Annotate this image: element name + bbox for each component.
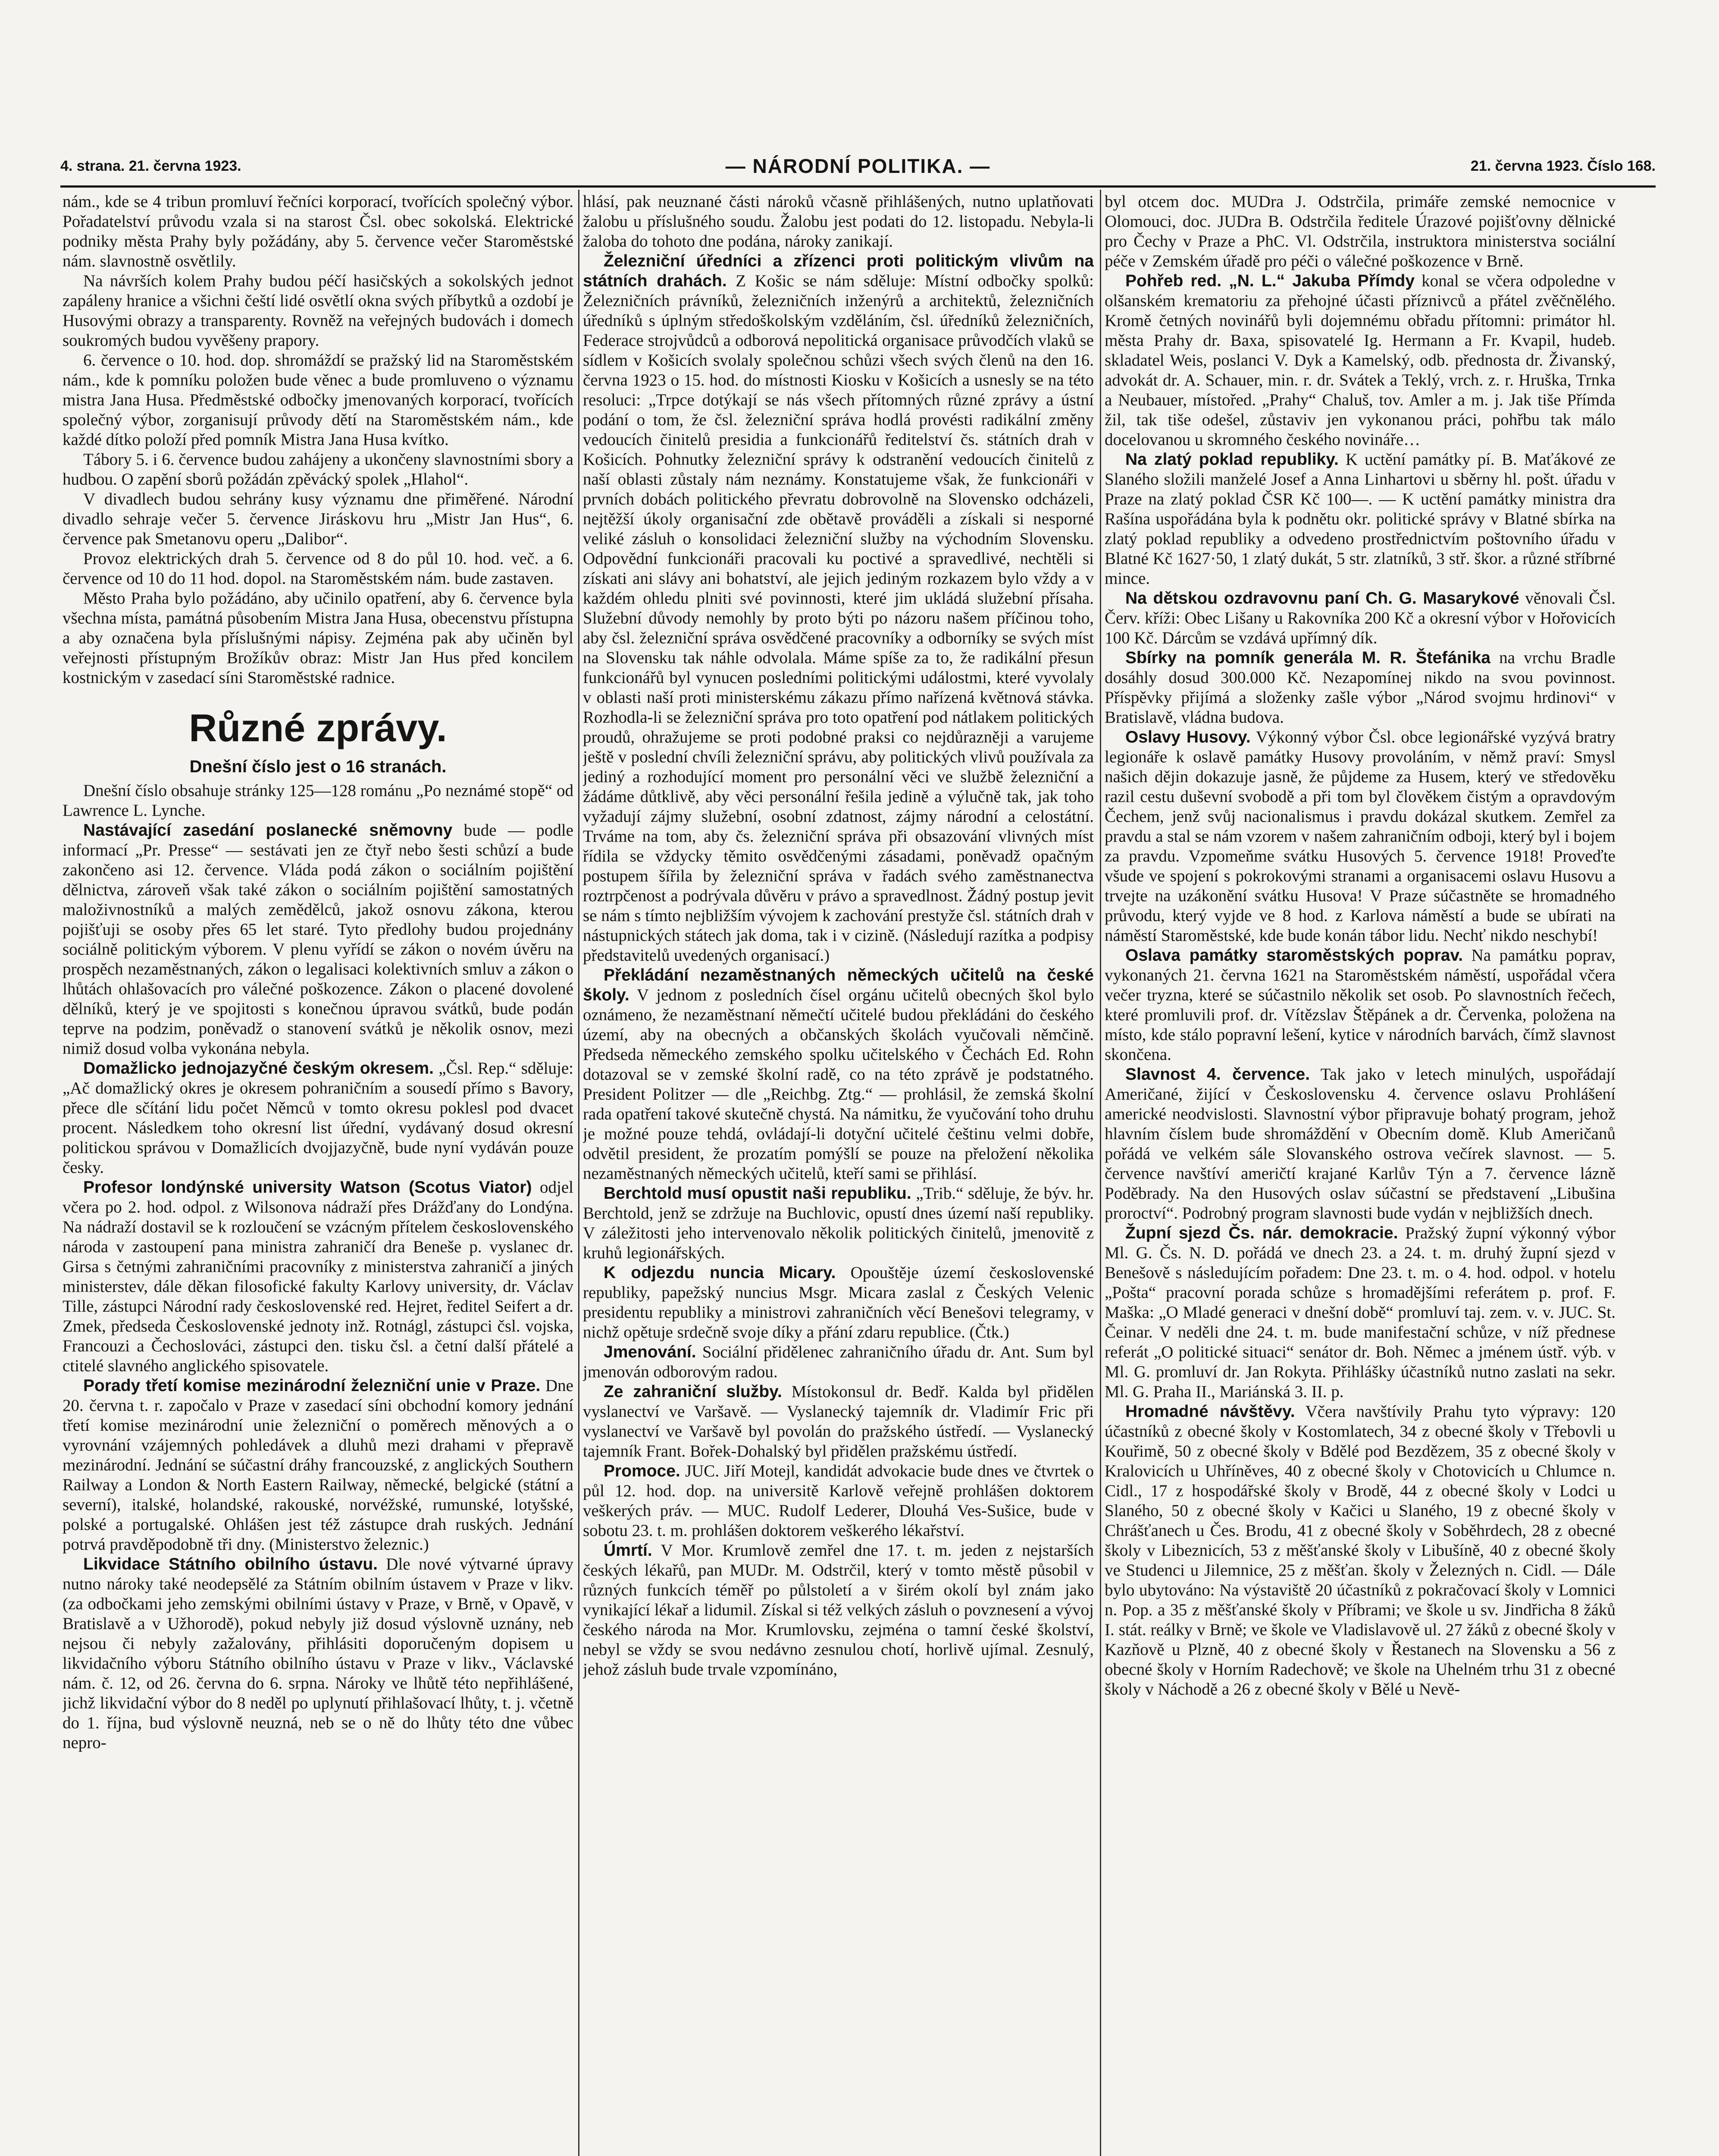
news-headline: Domažlicko jednojazyčné českým okresem. <box>83 1059 434 1078</box>
column-2 <box>583 192 1094 2156</box>
header-rule <box>60 185 1656 188</box>
news-item: Oslava památky staroměstských poprav. Na památku poprav, vykonaných 21. června 1621 na Staroměstském náměstí, uspořádal včera večer tryzna, které se súčastnilo několik set osob. Po slavnostních řečech, které promluvili prof. dr. Vítězslav Štěpánek a dr. Červenka, položena na místo, kde stálo popravní lešení, kytice v národních barvách, čímž slavnost skončena. <box>1105 946 1616 1064</box>
news-item: Likvidace Státního obilního ústavu. Dle nové výtvarné úpravy nutno nároky také neodepsělé za Státním obilním ústavem v Praze v likv. (za odbočkami jeho zemskými obilními ústavy v Praze, v Brně, v Opavě, v Bratislavě a v Užhorodě), pokud nebyly již dosud výslovně uznány, neb nejsou či nebyly zažalovány, přihlásiti doporučeným dopisem u likvidačního výboru Státního obilního ústavu v Praze v likv., Václavské nám. č. 12, od 26. června do 6. srpna. Nároky ve lhůtě této nepřihlášené, jichž likvidační výbor do 8 neděl po uplynutí přihlašovací lhůty, t. j. včetně do 1. října, bud výslovně neuzná, neb se o ně do lhůty této dne vůbec nepro- <box>63 1555 573 1752</box>
article-paragraph: 6. července o 10. hod. dop. shromáždí se pražský lid na Staroměstském nám., kde k pomníku položen bude věnec a bude promluveno o významu mistra Jana Husa. Předměstské odbočky jmenovaných korporací, tvořících společný výbor, zorganisují průvody dětí na Staroměstském nám., kde každé dítko položí před pomník Mistra Jana Husa kvítko. <box>63 351 573 449</box>
news-headline: Překládání nezaměstnaných německých učitelů na české školy. <box>583 966 1094 1004</box>
column-3 <box>1105 192 1616 2156</box>
news-item: Slavnost 4. července. Tak jako v letech minulých, uspořádají Američané, žijící v Československu 4. července oslavu Prohlášení americké neodvislosti. Slavnostní výbor připravuje bohatý program, jehož hlavním číslem bude shromáždění v Obecním domě. Klub Američanů pořádá ve velkém sále Slovanského ostrova večírek slavnost. — 5. července navštíví američtí krajané Karlův Týn a 7. července lázně Poděbrady. Na den Husových oslav súčastní se představení „Libušina proroctví“. Podrobný program slavnosti bude vydán v nejbližších dnech. <box>1105 1065 1616 1222</box>
column-1 <box>63 192 573 2156</box>
news-headline: Berchtold musí opustit naši republiku. <box>604 1184 911 1203</box>
article-paragraph: hlásí, pak neuznané části nároků včasně přihlášených, nutno uplatňovati žalobu u příslušného soudu. Žalobu jest podati do 12. listopadu. Nebyla-li žaloba do tohoto dne podána, nároky zanikají. <box>583 192 1094 251</box>
section-title: Různé zprávy. <box>189 707 447 750</box>
news-headline: Profesor londýnské university Watson (Scotus Viator) <box>83 1178 532 1197</box>
news-item: Domažlicko jednojazyčné českým okresem. „Čsl. Rep.“ sděluje: „Ač domažlický okres je okresem pohraničním a sousedí přímo s Bavory, přece dle sčítání lidu počet Němců v tomto okresu poklesl pod dvacet procent. Následkem toho okresní list úřední, vydávaný dosud okresní politickou správou v Domažlicích dvojjazyčně, bude nyní vydáván pouze česky. <box>63 1059 573 1177</box>
news-headline: Na zlatý poklad republiky. <box>1125 450 1339 469</box>
page-number-date: 4. strana. 21. června 1923. <box>60 158 241 174</box>
news-item: Hromadné návštěvy. Včera navštívily Prahu tyto výpravy: 120 účastníků z obecné školy v Kostomlatech, 34 z obecné školy v Třebovli u Kouřimě, 50 z obecné školy v Bdělé pod Bezdězem, 35 z obecné školy v Kralovicích u Uhříněves, 40 z obecné školy v Chotovicích u Chlumce n. Cidl., 17 z hospodářské školy v Brodě, 44 z obecné školy v Lodci u Slaného, 50 z obecné školy v Kačici u Slaného, 19 z obecné školy v Chrášťanech u Čes. Brodu, 41 z obecné školy v Soběhrdech, 28 z obecné školy v Libeznicích, 53 z měšťanské školy v Libušíně, 40 z obecné školy ve Studenci u Jilemnice, 25 z měšťan. školy v Železných n. Cidl. — Dále bylo ubytováno: Na výstaviště 20 účastníků z pokračovací školy v Lomnici n. Pop. a 35 z měšťanské školy v Příbrami; ve škole u sv. Jindřicha 8 žáků I. stát. reálky v Brně; ve škole ve Vladislavově ul. 27 žáků z obecné školy v Kazňově u Plzně, 40 z obecné školy v Řestanech na Slovensku a 56 z obecné školy v Horním Radechově; ve škole na Uhelném trhu 31 z obecné školy v Náchodě a 26 z obecné školy v Bělé u Nevě- <box>1105 1402 1616 1698</box>
news-item: Překládání nezaměstnaných německých učitelů na české školy. V jednom z posledních čísel orgánu učitelů obecných škol bylo oznámeno, že nezaměstnaní němečtí učitelé budou překládáni do českého území, aby na obecných a občanských školách vyučovali němčině. Předseda německého zemského spolku učitelského v Čechách Ed. Rohn dotazoval se v zemské školní radě, co na této zprávě je podstatného. President Politzer — dle „Reichbg. Ztg.“ — prohlásil, že zemská školní rada opatření takové skutečně chystá. Na námitku, že vyučování toho druhu je možné pouze tehdá, ovládají-li dotyční učitelé češtinu velmi dobře, odvětil president, že prozatím pomýšlí se pouze na přeložení několika nezaměstnaných německých učitelů, kteří sami se přihlásí. <box>583 966 1094 1183</box>
article-paragraph: Tábory 5. i 6. července budou zahájeny a ukončeny slavnostními sbory a hudbou. O zapění sborů požádán zpěvácký spolek „Hlahol“. <box>63 450 573 489</box>
news-headline: Župní sjezd Čs. nár. demokracie. <box>1125 1224 1398 1242</box>
news-headline: Likvidace Státního obilního ústavu. <box>83 1555 378 1573</box>
column-divider <box>578 190 579 2156</box>
news-headline: Hromadné návštěvy. <box>1125 1402 1295 1421</box>
news-headline: Jmenování. <box>604 1343 696 1361</box>
news-item: Promoce. JUC. Jiří Motejl, kandidát advokacie bude dnes ve čtvrtek o půl 12. hod. dop. na universitě Karlově veřejně prohlášen doktorem veškerých práv. — MUC. Rudolf Lederer, Dlouhá Ves-Sušice, bude v sobotu 23. t. m. prohlášen doktorem veškerého lékařství. <box>583 1462 1094 1540</box>
news-headline: K odjezdu nuncia Micary. <box>604 1263 836 1282</box>
column-divider <box>1100 190 1101 2156</box>
news-headline: Oslavy Husovy. <box>1125 728 1251 746</box>
issue-notice: Dnešní číslo jest o 16 stranách. <box>189 757 447 776</box>
news-item: Pohřeb red. „N. L.“ Jakuba Přímdy konal se včera odpoledne v olšanském krematoriu za přehojné účasti příznivců a přátel zvěčnělého. Kromě četných novinářů byli dojemnému obřadu přítomni: primátor hl. města Prahy dr. Baxa, spisovatelé Ig. Hermann a Fr. Kvapil, hudeb. skladatel Weis, poslanci V. Dyk a Kamelský, odb. přednosta dr. Živanský, advokát dr. A. Schauer, min. r. dr. Svátek a Teklý, vrch. z. r. Hruška, Trnka a Neubauer, místořed. „Prahy“ Chaluš, tov. Amler a m. j. Jak tiše Přímda žil, tak tiše odešel, zůstaviv jen vykonanou práci, pohřbu tak málo docelovanou u skromného českého novináře… <box>1105 272 1616 449</box>
news-item: K odjezdu nuncia Micary. Opouštěje území československé republiky, papežský nuncius Msgr. Micara zaslal z Českých Velenic presidentu republiky a ministrovi zahraničních věcí Benešovi telegramy, v nichž opětuje srdečně svoje díky a přání zdaru republice. (Čtk.) <box>583 1263 1094 1341</box>
news-headline: Železniční úředníci a zřízenci proti politickým vlivům na státních drahách. <box>583 252 1094 290</box>
news-item: Oslavy Husovy. Výkonný výbor Čsl. obce legionářské vyzývá bratry legionáře k oslavě památky Husovy provoláním, v němž praví: Smysl našich dějin dokazuje jasně, že půjdeme za Husem, který ve středověku razil cestu duševní svobodě a při tom byl člověkem čistým a opravdovým Čechem, jenž svůj nacionalismus i pravdu dokázal skutkem. Zemřel za pravdu a stal se nám vzorem v našem zahraničním odboji, který byl i bojem za pravdu. Vzpomeňme svátku Husových 5. července 1918! Proveďte všude ve spojení s pokrokovými stranami a organisacemi oslavu Husovu a trvejte na uzákonění svátku Husova! V Praze súčastněte se hromadného průvodu, který vyjde ve 8 hod. z Karlova náměstí a bude se ubírati na náměstí Staroměstské, kde bude konán tábor lidu. Nechť nikdo neschybí! <box>1105 728 1616 945</box>
news-item: Na dětskou ozdravovnu paní Ch. G. Masarykové věnovali Čsl. Červ. kříži: Obec Lišany u Rakovníka 200 Kč a okresní výbor v Hořovicích 100 Kč. Dárcům se vzdává upřímný dík. <box>1105 589 1616 647</box>
masthead-title: — NÁRODNÍ POLITIKA. — <box>725 155 991 177</box>
news-item: Ze zahraniční služby. Místokonsul dr. Bedř. Kalda byl přidělen vyslanectví ve Varšavě. — Vyslanecký tajemník dr. Vladimír Fric při vyslanectví ve Varšavě byl povolán do pražského ústředí. — Vyslanecký tajemník Frant. Bořek-Dohalský byl přidělen pražskému ústředí. <box>583 1382 1094 1460</box>
page-header <box>60 154 1656 185</box>
news-item: Železniční úředníci a zřízenci proti politickým vlivům na státních drahách. Z Košic se nám sděluje: Místní odbočky spolků: Železničních právníků, železničních inženýrů a architektů, železničních úředníků s úplným středoškolským vzděláním, čsl. úředníků železničních, Federace strojvůdců a odborová nepolitická organisace průvodčích vlaků se sídlem v Košicích svolaly společnou schůzi všech svých členů na den 16. června 1923 o 15. hod. do místnosti Kiosku v Košicích a usnesly se na této resoluci: „Trpce dotýkají se nás všech přítomných různé zprávy a ústní podání o tom, že čsl. železniční správa hodlá provésti radikální změny vedoucích činitelů presidia a funkcionářů ředitelství čs. státních drah v Košicích. Pohnutky železniční správy k odstranění vedoucích činitelů z naší oblasti zůstaly nám neznámy. Konstatujeme však, že funkcionáři v prvních dobách politického převratu dobrovolně na Slovensko odcházeli, nejtěžší úkoly organisační zde obětavě prováděli a získali si nesporné veliké zásluh o konsolidaci železniční služby na východním Slovensku. Odpovědní funkcionáři pracovali ku poctivé a spravedlivé, nechtěli si získati ani slávy ani bohatství, ale jejich jediným rozkazem bylo vždy a v každém ohledu plniti své povinnosti, které jim ukládá služební přísaha. Služební důvody nemohly by proto býti po názoru našem příčinou toho, aby čsl. železniční správa osvědčené pracovníky a odborníky se svých míst na Slovensku tak náhle odvolala. Máme spíše za to, že radikální přesun funkcionářů byl vynucen posledními politickými událostmi, které vyvolaly v oblasti naší proti ministerskému zákazu přímo nařízená květnová stávka. Rozhodla-li se železniční správa pro toto opatření pod nátlakem politických proudů, ohražujeme se proti podobné praksi co nejdůrazněji a varujeme ještě v poslední chvíli železniční správu, aby politických vlivů používala za jediný a rozhodující moment pro personální věci ve službě železniční a žádáme důtklivě, aby věci personální řešila jedině a výlučně tak, jak toho vyžadují zájmy služební, osobní zdatnost, zájmy národní a celostátní. Trváme na tom, aby čs. železniční správa při obsazování vlivných míst řídila se vždycky těmito osvědčenými zásadami, poněvadž opačným postupem šířila by železniční správa v řadách svého zaměstnanectva roztrpčenost a podrývala důvěru v právo a spravedlnost. Žádný postup jevit se nám s tímto nejbližším vývojem k zachování prestyže čsl. státních drah v nástupnických státech jak doma, tak i v cizině. (Následují razítka a podpisy představitelů uvedených organisací.) <box>583 252 1094 965</box>
news-item: Na zlatý poklad republiky. K uctění památky pí. B. Maťákové ze Slaného složili manželé Josef a Anna Linhartovi u sběrny hl. pošt. úřadu v Praze na zlatý poklad ČSR Kč 100—. — K uctění památky ministra dra Rašína uspořádána byla k podnětu okr. politické správy v Blatné sbírka na zlatý poklad republiky a odvedeno prostřednictvím poštovního úřadu v Blatné Kč 1627·50, 1 zlatý dukát, 5 str. zlatníků, 3 stř. škor. a různé stříbrné mince. <box>1105 450 1616 588</box>
news-item: Úmrtí. V Mor. Krumlově zemřel dne 17. t. m. jeden z nejstarších českých lékařů, pan MUDr. M. Odstrčil, který v tomto městě působil v různých funkcích téměř po půlstoletí a v širém okolí byl znám jako vynikající lékař a lidumil. Získal si též velkých zásluh o povznesení a vývoj českého národa na Mor. Krumlovsku, zejména o tamní české školství, nebyl se vždy se svou nedávno zesnulou chotí, horlivě ujímal. Zesnulý, jehož zásluh bude trvale vzpomínáno, <box>583 1541 1094 1679</box>
news-item: Jmenování. Sociální přidělenec zahraničního úřadu dr. Ant. Sum byl jmenován odborovým radou. <box>583 1343 1094 1381</box>
article-paragraph: Provoz elektrických drah 5. července od 8 do půl 10. hod. več. a 6. července od 10 do 11 hod. dopol. na Staroměstském nám. bude zastaven. <box>63 549 573 588</box>
news-headline: Slavnost 4. července. <box>1125 1065 1310 1084</box>
issue-date-number: 21. června 1923. Číslo 168. <box>1470 158 1656 174</box>
news-item: Nastávající zasedání poslanecké sněmovny bude — podle informací „Pr. Presse“ — sestávati jen ze čtyř nebo šesti schůzí a bude zakončeno asi 12. července. Vláda podá zákon o sociálním pojištění dělnictva, zároveň však také zákon o sociálním pojištění samostatných maloživnostníků a malých zemědělců, jakož osnovu zákona, kterou pojišťuji se osoby přes 65 let staré. Tyto předlohy budou projednány sociálně politickým výborem. V plenu vyřídí se zákon o novém úvěru na prospěch nezaměstnaných, zákon o legalisaci kolektivních smluv a zákon o lhůtách ohlašovacích pro válečné poškozence. Zákon o placené dovolené dělníků, který je ve spojitosti s konečnou úpravou svátků, bude podán teprve na podzim, poněvadž o stanovení svátků je několik osnov, mezi nimiž dosud volba vykonána nebyla. <box>63 821 573 1058</box>
news-item: Berchtold musí opustit naši republiku. „Trib.“ sděluje, že býv. hr. Berchtold, jenž se zdržuje na Buchlovic, opustí dnes území naší republiky. V záležitosti jeho intervenovalo několik politických činitelů, jmenovitě z kruhů legionářských. <box>583 1184 1094 1262</box>
news-item: Profesor londýnské university Watson (Scotus Viator) odjel včera po 2. hod. odpol. z Wilsonova nádraží přes Drážďany do Londýna. Na nádraží dostavil se k rozloučení se vzácným přítelem československého národa v zastoupení pana ministra zahraničí dra Beneše p. vyslanec dr. Girsa s četnými zahraničními pracovníky z ministerstva zahraničí a jiných ministerstev, dále děkan filosofické fakulty Karlovy university, dr. Václav Tille, zástupci Národní rady československé red. Hejret, ředitel Seifert a dr. Zmek, předseda Československé jednoty inž. Rotnágl, zástupci čsl. vojska, Francouzi a Čechoslováci, zástupci den. tisku čsl. a četní další přátelé a ctitelé slavného anglického spisovatele. <box>63 1178 573 1375</box>
news-item: Župní sjezd Čs. nár. demokracie. Pražský župní výkonný výbor Ml. G. Čs. N. D. pořádá ve dnech 23. a 24. t. m. druhý župní sjezd v Benešově s následujícím pořadem: Dne 23. t. m. o 4. hod. odpol. v hotelu „Pošta“ pracovní porada schůze s hromadějšími referátem p. prof. F. Maška: „O Mladé generaci v dnešní době“ promluví taj. zem. v. v. JUC. St. Čeinar. V neděli dne 24. t. m. bude manifestační schůze, v níž přednese referát „O politické situaci“ senátor dr. Boh. Němec a jménem ústř. výb. v Ml. G. promluví dr. Jan Rokyta. Přihlášky účastníků nutno zaslati na sekr. Ml. G. Praha II., Mariánská 3. II. p. <box>1105 1224 1616 1401</box>
news-headline: Sbírky na pomník generála M. R. Štefánika <box>1125 649 1490 667</box>
article-paragraph: nám., kde se 4 tribun promluví řečníci korporací, tvořících společný výbor. Pořadatelství průvodu vzala si na starost Čsl. obec sokolská. Elektrické podniky města Prahy byly požádány, aby 5. července večer Staroměstské nám. slavnostně osvětlily. <box>63 192 573 270</box>
article-paragraph: byl otcem doc. MUDra J. Odstrčila, primáře zemské nemocnice v Olomouci, doc. JUDra B. Odstrčila ředitele Úrazové pojišťovny dělnické pro Čechy v Praze a PhC. Vl. Odstrčila, instruktora ministerstva sociální péče v Zemském úřadě pro péči o válečné poškozence v Brně. <box>1105 192 1616 270</box>
news-headline: Úmrtí. <box>604 1541 652 1560</box>
news-headline: Ze zahraniční služby. <box>604 1382 782 1401</box>
article-paragraph: Město Praha bylo požádáno, aby učinilo opatření, aby 6. července byla všechna místa, památná působením Mistra Jana Husa, obecenstvu přístupna a aby označena byla příslušnými nápisy. Zejména pak aby učiněn byl veřejnosti přístupným Brožíkův obraz: Mistr Jan Hus před koncilem kostnickým v zasedací síni Staroměstské radnice. <box>63 589 573 687</box>
news-headline: Promoce. <box>604 1462 680 1480</box>
news-item: Porady třetí komise mezinárodní železniční unie v Praze. Dne 20. června t. r. započalo v Praze v zasedací síni obchodní komory jednání třetí komise mezinárodní unie železniční o poměrech měnových a o vyrovnání vzájemných pohledávek a dluhů mezi drahami v přepravě mezinárodní. Jednání se súčastní dráhy francouzské, z anglických Southern Railway a London & North Eastern Railway, německé, belgické (státní a severní), italské, holandské, rakouské, norvéžské, rumunské, lotyšské, polské a portugalské. Ohlášen jest též zástupce drah ruských. Jednání potrvá pravděpodobně tři dny. (Ministerstvo železnic.) <box>63 1376 573 1554</box>
news-headline: Nastávající zasedání poslanecké sněmovny <box>83 821 453 840</box>
news-headline: Porady třetí komise mezinárodní železniční unie v Praze. <box>83 1376 541 1395</box>
news-item: Sbírky na pomník generála M. R. Štefánika na vrchu Bradle dosáhly dosud 300.000 Kč. Nezapomínej nikdo na svou povinnost. Příspěvky přijímá a složenky zašle výbor „Národ svojmu hrdinovi“ v Bratislavě, vládna budova. <box>1105 649 1616 727</box>
article-paragraph: V divadlech budou sehrány kusy významu dne přiměřené. Národní divadlo sehraje večer 5. července Jiráskovu hru „Mistr Jan Hus“, 6. července pak Smetanovu operu „Dalibor“. <box>63 490 573 548</box>
article-paragraph: Na návrších kolem Prahy budou péčí hasičských a sokolských jednot zapáleny hranice a všichni čeští lidé osvětlí okna svých příbytků a ozdobí je Husovými obrazy a transparenty. Rovněž na veřejných budovách i domech soukromých budou vyvěšeny prapory. <box>63 272 573 350</box>
news-item: Dnešní číslo obsahuje stránky 125—128 románu „Po neznámé stopě“ od Lawrence L. Lynche. <box>63 781 573 820</box>
news-headline: Oslava památky staroměstských poprav. <box>1125 946 1463 965</box>
news-headline: Na dětskou ozdravovnu paní Ch. G. Masarykové <box>1125 589 1519 608</box>
news-headline: Pohřeb red. „N. L.“ Jakuba Přímdy <box>1125 272 1415 290</box>
